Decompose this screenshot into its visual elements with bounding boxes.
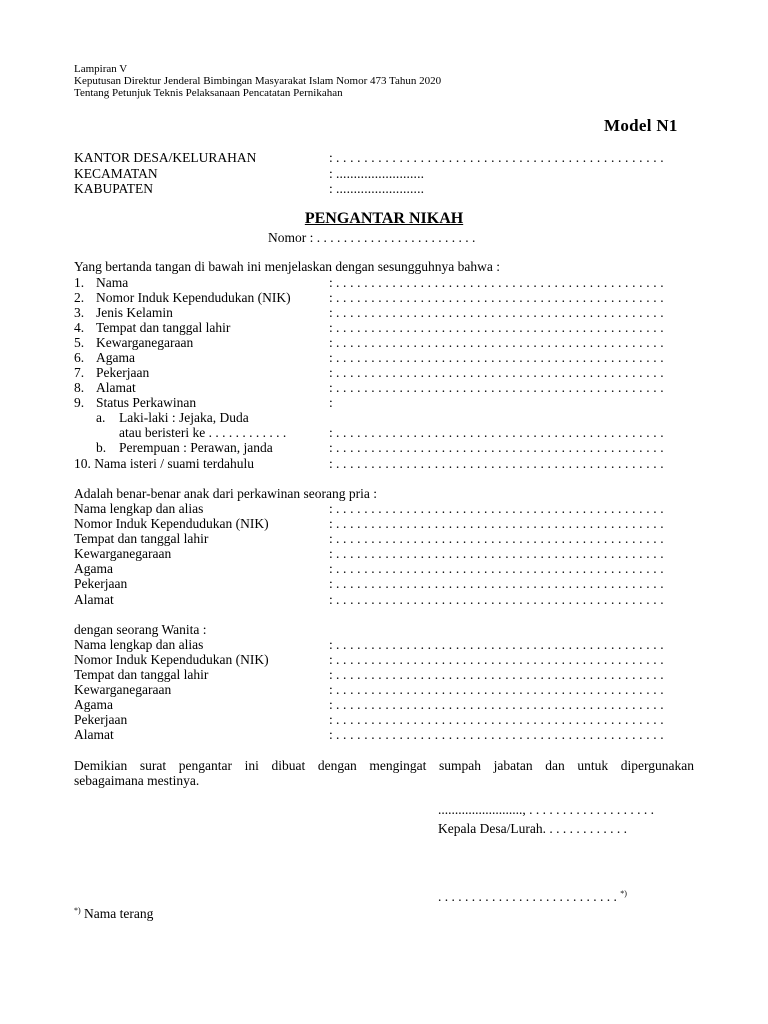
field-colon: : [329, 501, 333, 516]
father-row [74, 576, 694, 592]
field-colon: : [329, 365, 333, 380]
field-dots: . . . . . . . . . . . . . . . . . . . . . . . . . . . . . . . . . . . . . . . . . . . . . . . [336, 637, 664, 652]
field-colon: : [329, 727, 333, 742]
field-colon: : [329, 697, 333, 712]
office-colon: : [329, 181, 333, 196]
field-dots: . . . . . . . . . . . . . . . . . . . . . . . . . . . . . . . . . . . . . . . . . . . . . . . [336, 380, 664, 395]
field-dots: . . . . . . . . . . . . . . . . . . . . . . . . . . . . . . . . . . . . . . . . . . . . . . . [336, 592, 664, 607]
footnote-mark: *) [74, 906, 81, 915]
header-line-3: Tentang Petunjuk Teknis Pelaksanaan Pencatatan Pernikahan [74, 87, 343, 99]
field-colon: : [329, 335, 333, 350]
father-label: Kewarganegaraan [74, 546, 172, 561]
field-number: 7. [74, 365, 85, 380]
model-code: Model N1 [604, 116, 678, 135]
signature-name-mark: *) [620, 889, 627, 898]
field-row [74, 365, 694, 381]
signature-name-dots: . . . . . . . . . . . . . . . . . . . . . . . . . . . [438, 889, 617, 904]
closing-line-1: Demikian surat pengantar ini dibuat dengan mengingat sumpah jabatan dan untuk dipergunakan [74, 758, 694, 773]
field-colon: : [329, 425, 333, 440]
field-dots: . . . . . . . . . . . . . . . . . . . . . . . . . . . . . . . . . . . . . . . . . . . . . . . [336, 501, 664, 516]
mother-label: Nomor Induk Kependudukan (NIK) [74, 652, 269, 667]
mother-label: Nama lengkap dan alias [74, 637, 204, 652]
mother-label: Alamat [74, 727, 114, 742]
field-number: 5. [74, 335, 85, 350]
father-row [74, 592, 694, 608]
field-row [74, 380, 694, 396]
field-colon: : [329, 592, 333, 607]
mother-label: Kewarganegaraan [74, 682, 172, 697]
office-label: KECAMATAN [74, 166, 158, 181]
field-number: 8. [74, 380, 85, 395]
field-label: Alamat [96, 380, 136, 395]
intro-text: Yang bertanda tangan di bawah ini menjelaskan dengan sesungguhnya bahwa : [74, 259, 501, 274]
field-colon: : [329, 546, 333, 561]
mother-row [74, 712, 694, 728]
field-dots: . . . . . . . . . . . . . . . . . . . . . . . . . . . . . . . . . . . . . . . . . . . . . . . [336, 516, 664, 531]
office-colon: : [329, 150, 333, 165]
field-dots: . . . . . . . . . . . . . . . . . . . . . . . . . . . . . . . . . . . . . . . . . . . . . . . [336, 365, 664, 380]
mother-row [74, 652, 694, 668]
document-title: PENGANTAR NIKAH [304, 210, 464, 227]
field-label: Pekerjaan [96, 365, 150, 380]
mother-row [74, 637, 694, 653]
header-line-2: Keputusan Direktur Jenderal Bimbingan Masyarakat Islam Nomor 473 Tahun 2020 [74, 75, 442, 87]
field-colon: : [329, 440, 333, 455]
field-dots: . . . . . . . . . . . . . . . . . . . . . . . . . . . . . . . . . . . . . . . . . . . . . . . [336, 305, 664, 320]
mother-row [74, 667, 694, 683]
field-colon: : [329, 320, 333, 335]
status-b-line: Perempuan : Perawan, janda [119, 440, 273, 455]
field-dots: . . . . . . . . . . . . . . . . . . . . . . . . . . . . . . . . . . . . . . . . . . . . . . . [336, 350, 664, 365]
field-number: 9. [74, 395, 85, 410]
field-row [74, 305, 694, 321]
field-label: Kewarganegaraan [96, 335, 194, 350]
field-dots: . . . . . . . . . . . . . . . . . . . . . . . . . . . . . . . . . . . . . . . . . . . . . . . [336, 531, 664, 546]
mother-row [74, 697, 694, 713]
field-colon: : [329, 395, 333, 410]
field-dots: . . . . . . . . . . . . . . . . . . . . . . . . . . . . . . . . . . . . . . . . . . . . . . . [336, 682, 664, 697]
signature-name-line [438, 889, 627, 905]
mother-label: Tempat dan tanggal lahir [74, 667, 209, 682]
field-row [74, 350, 694, 366]
father-intro: Adalah benar-benar anak dari perkawinan seorang pria : [74, 486, 377, 501]
field-dots: . . . . . . . . . . . . . . . . . . . . . . . . . . . . . . . . . . . . . . . . . . . . . . . [336, 712, 664, 727]
office-row-kantor [74, 150, 694, 166]
field-label: Agama [96, 350, 135, 365]
field-label: Status Perkawinan [96, 395, 197, 410]
field-colon: : [329, 667, 333, 682]
field-colon: : [329, 531, 333, 546]
mother-intro: dengan seorang Wanita : [74, 622, 207, 637]
mother-row [74, 727, 694, 743]
office-dots: . . . . . . . . . . . . . . . . . . . . . . . . . . . . . . . . . . . . . . . . . . . . . . . [336, 150, 664, 165]
field-label: Jenis Kelamin [96, 305, 173, 320]
field-label: Nama [96, 275, 129, 290]
status-a-line1: Laki-laki : Jejaka, Duda [119, 410, 249, 425]
field-colon: : [329, 652, 333, 667]
field-dots: . . . . . . . . . . . . . . . . . . . . . . . . . . . . . . . . . . . . . . . . . . . . . . . [336, 652, 664, 667]
father-row [74, 546, 694, 562]
header-line-1: Lampiran V [74, 63, 128, 75]
document-number: Nomor : . . . . . . . . . . . . . . . . . . . . . . . . [268, 230, 476, 245]
office-label: KANTOR DESA/KELURAHAN [74, 150, 257, 165]
field-colon: : [329, 516, 333, 531]
field-label: Tempat dan tanggal lahir [96, 320, 231, 335]
field-dots: . . . . . . . . . . . . . . . . . . . . . . . . . . . . . . . . . . . . . . . . . . . . . . . [336, 667, 664, 682]
field-colon: : [329, 712, 333, 727]
field-row [74, 320, 694, 336]
field-colon: : [329, 637, 333, 652]
mother-label: Agama [74, 697, 113, 712]
father-row [74, 516, 694, 532]
field-dots: . . . . . . . . . . . . . . . . . . . . . . . . . . . . . . . . . . . . . . . . . . . . . . . [336, 290, 664, 305]
field-colon: : [329, 682, 333, 697]
signature-place-date: ........................., . . . . . . . . . . . . . . . . . . . [438, 802, 654, 817]
signature-position: Kepala Desa/Lurah. . . . . . . . . . . . . [438, 821, 627, 836]
father-label: Alamat [74, 592, 114, 607]
field-row [74, 335, 694, 351]
field-dots: . . . . . . . . . . . . . . . . . . . . . . . . . . . . . . . . . . . . . . . . . . . . . . . [336, 727, 664, 742]
field-dots: . . . . . . . . . . . . . . . . . . . . . . . . . . . . . . . . . . . . . . . . . . . . . . . [336, 697, 664, 712]
office-dots: ......................... [336, 181, 425, 196]
father-label: Pekerjaan [74, 576, 128, 591]
field-row-10 [74, 456, 694, 472]
father-label: Nomor Induk Kependudukan (NIK) [74, 516, 269, 531]
father-label: Agama [74, 561, 113, 576]
field-dots: . . . . . . . . . . . . . . . . . . . . . . . . . . . . . . . . . . . . . . . . . . . . . . . [336, 456, 664, 471]
mother-label: Pekerjaan [74, 712, 128, 727]
field-colon: : [329, 290, 333, 305]
status-a-row [74, 410, 694, 426]
field-colon: : [329, 380, 333, 395]
field-dots: . . . . . . . . . . . . . . . . . . . . . . . . . . . . . . . . . . . . . . . . . . . . . . . [336, 561, 664, 576]
field-number: 1. [74, 275, 85, 290]
father-row [74, 561, 694, 577]
field-number: 6. [74, 350, 85, 365]
mother-row [74, 682, 694, 698]
field-colon: : [329, 456, 333, 471]
father-label: Nama lengkap dan alias [74, 501, 204, 516]
status-a-line2: atau beristeri ke . . . . . . . . . . . . [119, 425, 287, 440]
footnote-text: Nama terang [80, 906, 154, 921]
field-dots: . . . . . . . . . . . . . . . . . . . . . . . . . . . . . . . . . . . . . . . . . . . . . . . [336, 320, 664, 335]
office-row-kabupaten [74, 181, 694, 197]
closing-line-2: sebagaimana mestinya. [74, 773, 200, 788]
field-label: Nomor Induk Kependudukan (NIK) [96, 290, 291, 305]
field-colon: : [329, 305, 333, 320]
field-dots: . . . . . . . . . . . . . . . . . . . . . . . . . . . . . . . . . . . . . . . . . . . . . . . [336, 275, 664, 290]
field-colon: : [329, 350, 333, 365]
field-label: 10. Nama isteri / suami terdahulu [74, 456, 254, 471]
father-row [74, 501, 694, 517]
office-row-kecamatan [74, 166, 694, 182]
field-number: 3. [74, 305, 85, 320]
field-dots: . . . . . . . . . . . . . . . . . . . . . . . . . . . . . . . . . . . . . . . . . . . . . . . [336, 546, 664, 561]
field-dots: . . . . . . . . . . . . . . . . . . . . . . . . . . . . . . . . . . . . . . . . . . . . . . . [336, 576, 664, 591]
office-label: KABUPATEN [74, 181, 154, 196]
status-a-letter: a. [96, 410, 106, 425]
office-colon: : [329, 166, 333, 181]
status-b-row [74, 440, 694, 456]
field-number: 2. [74, 290, 85, 305]
field-colon: : [329, 275, 333, 290]
status-b-letter: b. [96, 440, 107, 455]
field-colon: : [329, 576, 333, 591]
field-number: 4. [74, 320, 85, 335]
father-label: Tempat dan tanggal lahir [74, 531, 209, 546]
field-row [74, 395, 694, 411]
field-dots: . . . . . . . . . . . . . . . . . . . . . . . . . . . . . . . . . . . . . . . . . . . . . . . [336, 425, 664, 440]
field-row [74, 275, 694, 291]
field-row [74, 290, 694, 306]
status-a-row-2 [74, 425, 694, 441]
field-dots: . . . . . . . . . . . . . . . . . . . . . . . . . . . . . . . . . . . . . . . . . . . . . . . [336, 335, 664, 350]
father-row [74, 531, 694, 547]
footnote [74, 906, 153, 922]
field-dots: . . . . . . . . . . . . . . . . . . . . . . . . . . . . . . . . . . . . . . . . . . . . . . . [336, 440, 664, 455]
field-colon: : [329, 561, 333, 576]
office-dots: ......................... [336, 166, 425, 181]
